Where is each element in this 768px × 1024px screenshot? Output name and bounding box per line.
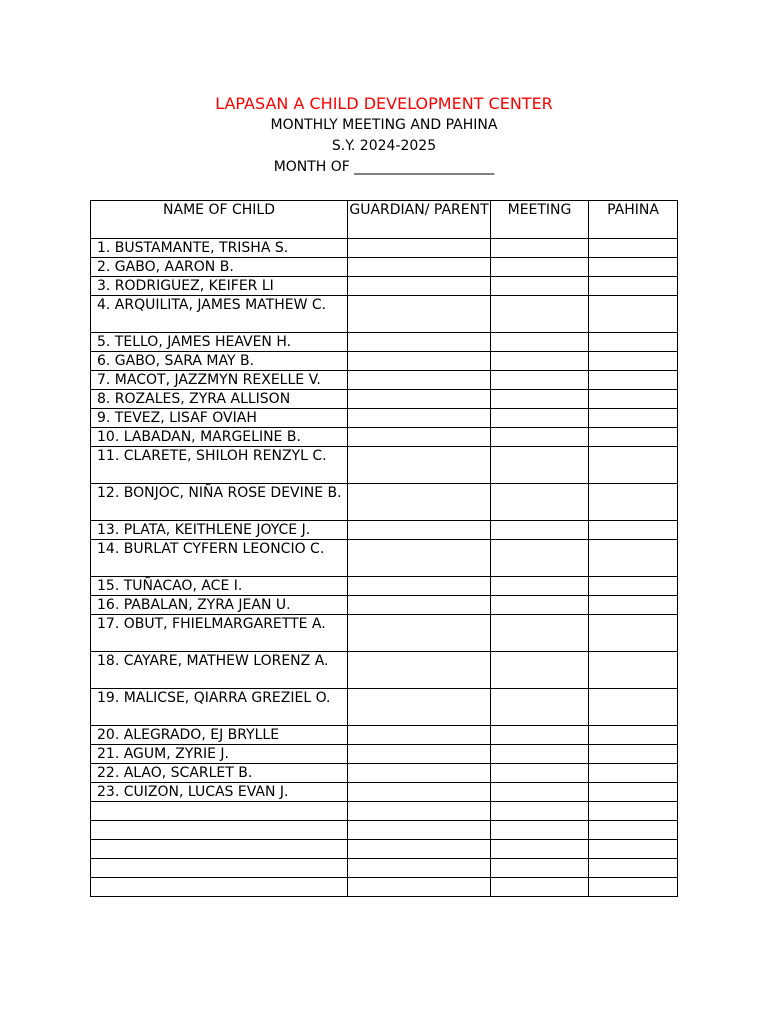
pahina-cell[interactable] [589, 371, 678, 390]
meeting-cell[interactable] [491, 878, 589, 897]
guardian-cell[interactable] [348, 277, 491, 296]
guardian-cell[interactable] [348, 689, 491, 726]
meeting-cell[interactable] [491, 764, 589, 783]
column-header-guardian: GUARDIAN/ PARENT [348, 201, 491, 239]
meeting-cell[interactable] [491, 428, 589, 447]
guardian-cell[interactable] [348, 521, 491, 540]
table-row [91, 484, 678, 521]
month-field: MONTH OF ____________________ [273, 159, 495, 175]
meeting-cell[interactable] [491, 258, 589, 277]
child-name-cell: 16. PABALAN, ZYRA JEAN U. [91, 596, 348, 615]
child-name-cell [91, 821, 348, 840]
guardian-cell[interactable] [348, 878, 491, 897]
guardian-cell[interactable] [348, 821, 491, 840]
guardian-cell[interactable] [348, 615, 491, 652]
table-row [91, 821, 678, 840]
child-name-cell: 22. ALAO, SCARLET B. [91, 764, 348, 783]
child-name-cell: 8. ROZALES, ZYRA ALLISON [91, 390, 348, 409]
meeting-cell[interactable] [491, 615, 589, 652]
meeting-cell[interactable] [491, 239, 589, 258]
guardian-cell[interactable] [348, 333, 491, 352]
pahina-cell[interactable] [589, 577, 678, 596]
meeting-cell[interactable] [491, 333, 589, 352]
child-name-cell: 23. CUIZON, LUCAS EVAN J. [91, 783, 348, 802]
child-name-cell: 11. CLARETE, SHILOH RENZYL C. [91, 447, 348, 484]
meeting-cell[interactable] [491, 540, 589, 577]
child-name-cell: 2. GABO, AARON B. [91, 258, 348, 277]
guardian-cell[interactable] [348, 764, 491, 783]
child-name-cell: 5. TELLO, JAMES HEAVEN H. [91, 333, 348, 352]
pahina-cell[interactable] [589, 745, 678, 764]
table-row [91, 764, 678, 783]
child-name-cell: 9. TEVEZ, LISAF OVIAH [91, 409, 348, 428]
table-row [91, 615, 678, 652]
document-subtitle: MONTHLY MEETING AND PAHINA [270, 117, 498, 133]
pahina-cell[interactable] [589, 390, 678, 409]
meeting-cell[interactable] [491, 296, 589, 333]
child-name-cell: 20. ALEGRADO, EJ BRYLLE [91, 726, 348, 745]
table-row [91, 521, 678, 540]
document-header [0, 93, 768, 178]
guardian-cell[interactable] [348, 447, 491, 484]
table-row [91, 783, 678, 802]
child-name-cell: 10. LABADAN, MARGELINE B. [91, 428, 348, 447]
attendance-table [90, 200, 678, 897]
child-name-cell: 13. PLATA, KEITHLENE JOYCE J. [91, 521, 348, 540]
guardian-cell[interactable] [348, 596, 491, 615]
pahina-cell[interactable] [589, 258, 678, 277]
guardian-cell[interactable] [348, 428, 491, 447]
child-name-cell: 15. TUÑACAO, ACE I. [91, 577, 348, 596]
pahina-cell[interactable] [589, 840, 678, 859]
meeting-cell[interactable] [491, 802, 589, 821]
pahina-cell[interactable] [589, 409, 678, 428]
meeting-cell[interactable] [491, 447, 589, 484]
table-row [91, 652, 678, 689]
table-row [91, 596, 678, 615]
child-name-cell: 4. ARQUILITA, JAMES MATHEW C. [91, 296, 348, 333]
child-name-cell [91, 802, 348, 821]
child-name-cell [91, 878, 348, 897]
table-row [91, 371, 678, 390]
child-name-cell: 21. AGUM, ZYRIE J. [91, 745, 348, 764]
table-row [91, 258, 678, 277]
child-name-cell: 6. GABO, SARA MAY B. [91, 352, 348, 371]
guardian-cell[interactable] [348, 652, 491, 689]
pahina-cell[interactable] [589, 615, 678, 652]
meeting-cell[interactable] [491, 821, 589, 840]
table-row [91, 277, 678, 296]
pahina-cell[interactable] [589, 652, 678, 689]
table-row [91, 726, 678, 745]
guardian-cell[interactable] [348, 840, 491, 859]
pahina-cell[interactable] [589, 596, 678, 615]
table-row [91, 352, 678, 371]
pahina-cell[interactable] [589, 484, 678, 521]
column-header-meeting: MEETING [491, 201, 589, 239]
guardian-cell[interactable] [348, 239, 491, 258]
guardian-cell[interactable] [348, 352, 491, 371]
table-row [91, 428, 678, 447]
table-row [91, 840, 678, 859]
column-header-pahina: PAHINA [589, 201, 678, 239]
child-name-cell: 14. BURLAT CYFERN LEONCIO C. [91, 540, 348, 577]
child-name-cell: 7. MACOT, JAZZMYN REXELLE V. [91, 371, 348, 390]
meeting-cell[interactable] [491, 859, 589, 878]
pahina-cell[interactable] [589, 352, 678, 371]
meeting-cell[interactable] [491, 484, 589, 521]
pahina-cell[interactable] [589, 296, 678, 333]
meeting-cell[interactable] [491, 577, 589, 596]
guardian-cell[interactable] [348, 484, 491, 521]
guardian-cell[interactable] [348, 577, 491, 596]
child-name-cell: 17. OBUT, FHIELMARGARETTE A. [91, 615, 348, 652]
child-name-cell: 18. CAYARE, MATHEW LORENZ A. [91, 652, 348, 689]
child-name-cell: 3. RODRIGUEZ, KEIFER LI [91, 277, 348, 296]
pahina-cell[interactable] [589, 764, 678, 783]
guardian-cell[interactable] [348, 726, 491, 745]
meeting-cell[interactable] [491, 596, 589, 615]
meeting-cell[interactable] [491, 521, 589, 540]
guardian-cell[interactable] [348, 802, 491, 821]
pahina-cell[interactable] [589, 821, 678, 840]
meeting-cell[interactable] [491, 840, 589, 859]
pahina-cell[interactable] [589, 859, 678, 878]
meeting-cell[interactable] [491, 390, 589, 409]
child-name-cell: 1. BUSTAMANTE, TRISHA S. [91, 239, 348, 258]
pahina-cell[interactable] [589, 783, 678, 802]
pahina-cell[interactable] [589, 689, 678, 726]
meeting-cell[interactable] [491, 371, 589, 390]
pahina-cell[interactable] [589, 428, 678, 447]
table-row [91, 689, 678, 726]
meeting-cell[interactable] [491, 277, 589, 296]
table-row [91, 859, 678, 878]
pahina-cell[interactable] [589, 521, 678, 540]
meeting-cell[interactable] [491, 352, 589, 371]
child-name-cell [91, 859, 348, 878]
school-year: S.Y. 2024-2025 [331, 138, 437, 154]
pahina-cell[interactable] [589, 333, 678, 352]
table-row [91, 878, 678, 897]
guardian-cell[interactable] [348, 859, 491, 878]
meeting-cell[interactable] [491, 689, 589, 726]
table-row [91, 239, 678, 258]
guardian-cell[interactable] [348, 409, 491, 428]
meeting-cell[interactable] [491, 783, 589, 802]
guardian-cell[interactable] [348, 371, 491, 390]
table-row [91, 390, 678, 409]
table-body [91, 239, 678, 897]
guardian-cell[interactable] [348, 390, 491, 409]
table-row [91, 540, 678, 577]
table-row [91, 333, 678, 352]
center-title: LAPASAN A CHILD DEVELOPMENT CENTER [215, 94, 553, 113]
table-row [91, 296, 678, 333]
pahina-cell[interactable] [589, 878, 678, 897]
meeting-cell[interactable] [491, 409, 589, 428]
guardian-cell[interactable] [348, 783, 491, 802]
column-header-name: NAME OF CHILD [91, 201, 348, 239]
meeting-cell[interactable] [491, 652, 589, 689]
guardian-cell[interactable] [348, 296, 491, 333]
pahina-cell[interactable] [589, 802, 678, 821]
table-header-row [91, 201, 678, 239]
pahina-cell[interactable] [589, 540, 678, 577]
child-name-cell: 12. BONJOC, NIÑA ROSE DEVINE B. [91, 484, 348, 521]
pahina-cell[interactable] [589, 447, 678, 484]
table-row [91, 409, 678, 428]
pahina-cell[interactable] [589, 277, 678, 296]
child-name-cell: 19. MALICSE, QIARRA GREZIEL O. [91, 689, 348, 726]
table-row [91, 447, 678, 484]
table-row [91, 802, 678, 821]
table-row [91, 577, 678, 596]
meeting-cell[interactable] [491, 745, 589, 764]
guardian-cell[interactable] [348, 258, 491, 277]
guardian-cell[interactable] [348, 540, 491, 577]
pahina-cell[interactable] [589, 726, 678, 745]
child-name-cell [91, 840, 348, 859]
pahina-cell[interactable] [589, 239, 678, 258]
table-row [91, 745, 678, 764]
meeting-cell[interactable] [491, 726, 589, 745]
guardian-cell[interactable] [348, 745, 491, 764]
